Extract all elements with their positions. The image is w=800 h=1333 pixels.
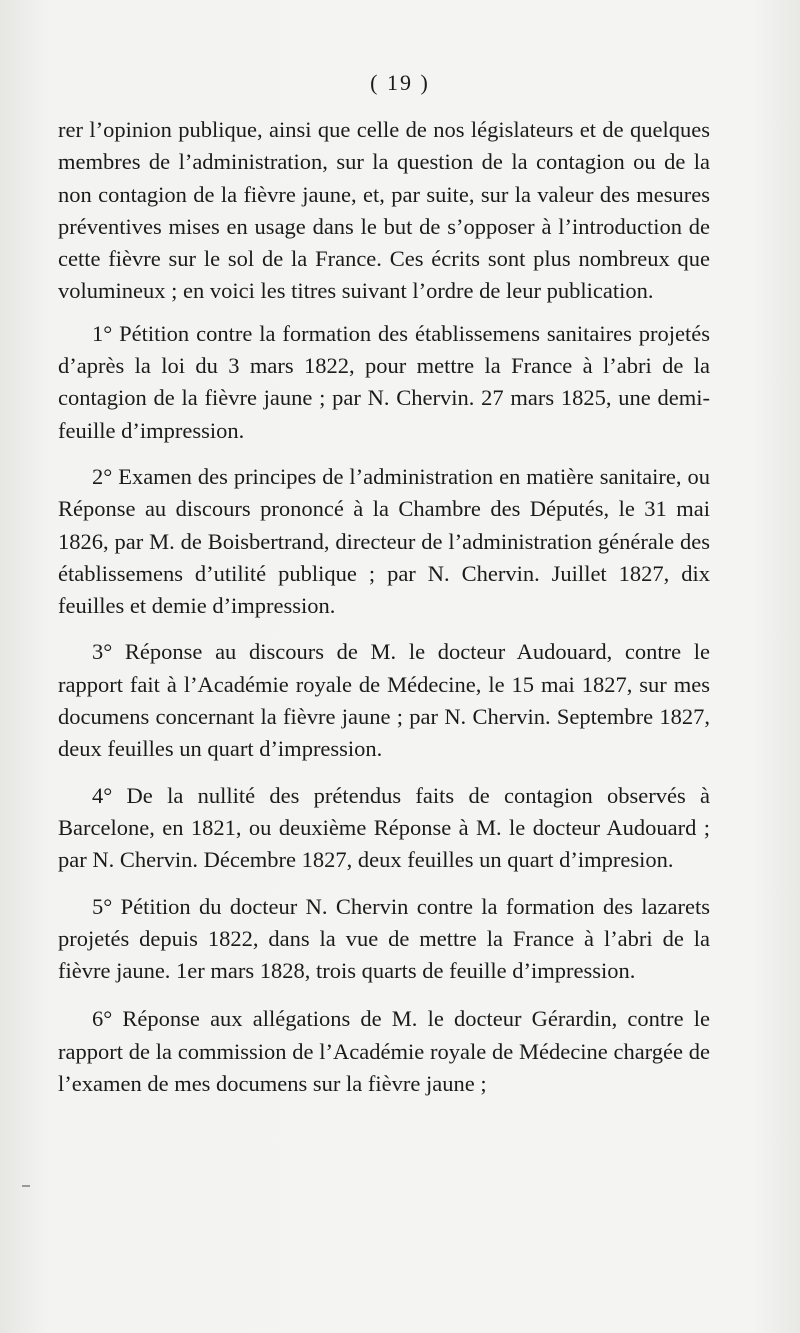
page-number: ( 19 ) xyxy=(370,70,430,95)
margin-mark xyxy=(22,1185,30,1187)
intro-paragraph: rer l’opinion publique, ainsi que celle de nos législateurs et de quelques membres de l’administration, sur la question de la contagion ou de la non contagion de la fièvre jaune, et, par suite, sur la valeur des mesures préventives mises en usage dans le but de s’opposer à l’introduction de cette fièvre sur le sol de la France. Ces écrits sont plus nombreux que volumineux ; en voici les titres suivant l’ordre de leur publication. xyxy=(58,117,710,304)
body-text xyxy=(58,114,710,1100)
list-item-3: 3° Réponse au discours de M. le docteur Audouard, contre le rapport fait à l’Académie royale de Médecine, le 15 mai 1827, sur mes documens concernant la fièvre jaune ; par N. Chervin. Septembre 1827, deux feuilles un quart d’impression. xyxy=(58,639,710,762)
list-item-6: 6° Réponse aux allégations de M. le docteur Gérardin, contre le rapport de la commission de l’Académie royale de Médecine chargée de l’examen de mes documens sur la fièvre jaune ; xyxy=(58,1006,710,1097)
list-item-5: 5° Pétition du docteur N. Chervin contre la formation des lazarets projetés depuis 1822, dans la vue de mettre la France à l’abri de la fièvre jaune. 1er mars 1828, trois quarts de feuille d’impression. xyxy=(58,893,710,984)
list-item-1: 1° Pétition contre la formation des établissemens sanitaires projetés d’après la loi du 3 mars 1822, pour mettre la France à l’abri de la contagion de la fièvre jaune ; par N. Chervin. 27 mars 1825, une demi-feuille d’impression. xyxy=(58,320,710,443)
list-item-4: 4° De la nullité des prétendus faits de contagion observés à Barcelone, en 1821, ou deuxième Réponse à M. le docteur Audouard ; par N. Chervin. Décembre 1827, deux feuilles un quart d’impresion. xyxy=(58,782,710,873)
list-item-2: 2° Examen des principes de l’administration en matière sanitaire, ou Réponse au discours prononcé à la Chambre des Députés, le 31 mai 1826, par M. de Boisbertrand, directeur de l’administration générale des établissemens d’utilité publique ; par N. Chervin. Juillet 1827, dix feuilles et demie d’impression. xyxy=(58,463,710,619)
